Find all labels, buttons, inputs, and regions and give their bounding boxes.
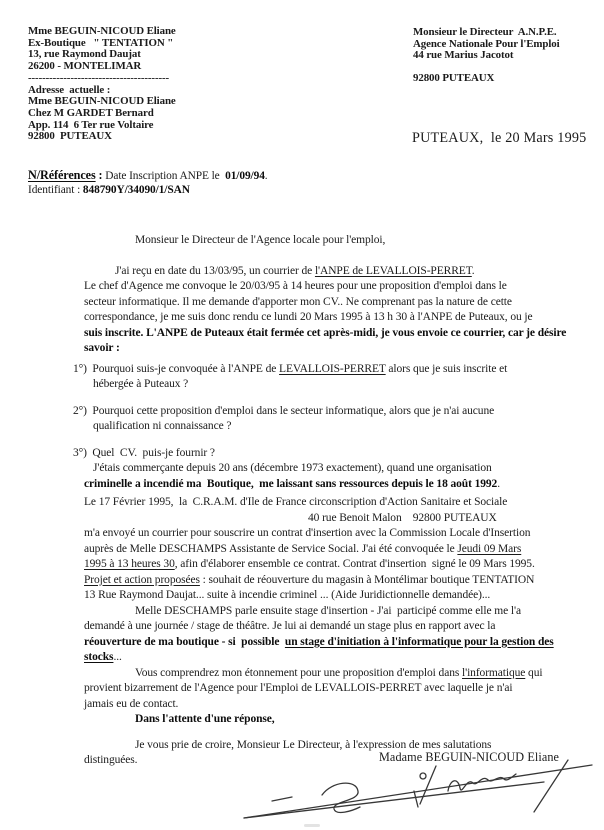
text-line: Ex-Boutique " TENTATION " (28, 36, 174, 49)
text-line: App. 114 6 Ter rue Voltaire (28, 118, 154, 131)
recipient-address-block (413, 27, 560, 85)
question-1 (0, 362, 604, 393)
text-line: Je vous prie de croire, Monsieur Le Directeur, à l'expression de mes salutations (135, 738, 492, 751)
text-line: 2°) Pourquoi cette proposition d'emploi dans le secteur informatique, alors que je n'ai aucune (73, 404, 495, 417)
scan-artifact (304, 824, 320, 827)
letter-body (0, 228, 604, 769)
text-line: ---------------------------------------- (28, 71, 170, 84)
text-line: 3°) Quel CV. puis-je fournir ? (73, 446, 215, 459)
text-line: J'ai reçu en date du 13/03/95, un courrier de l'ANPE de LEVALLOIS-PERRET. (115, 264, 475, 277)
text-line: 92800 PUTEAUX (28, 130, 112, 143)
text-line: stocks... (84, 651, 122, 663)
signature-name: Madame BEGUIN-NICOUD Eliane (379, 750, 560, 764)
text-line: Mme BEGUIN-NICOUD Eliane (28, 25, 176, 37)
sender-address-block (28, 26, 176, 143)
text-line: N/Références : Date Inscription ANPE le 01/09/94. (28, 168, 268, 182)
text-line: suis inscrite. L'ANPE de Puteaux était fermée cet après-midi, je vous envoie ce courrier, car je désire (84, 326, 567, 339)
text-line: secteur informatique. Il me demande d'apporter mon CV.. Ne comprenant pas la nature de cette (84, 295, 512, 308)
text-line: 13 Rue Raymond Daujat... suite à incendie criminel ... (Aide Juridictionnelle demandée)... (84, 589, 491, 601)
text-line: qualification ni connaissance ? (93, 420, 232, 432)
handwritten-signature-icon (236, 756, 604, 828)
text-line: criminelle a incendié ma Boutique, me laissant sans ressources depuis le 18 août 1992. (84, 477, 500, 490)
text-line: Chez M GARDET Bernard (28, 106, 154, 119)
cram-paragraph (0, 495, 604, 604)
text-line: Monsieur le Directeur de l'Agence locale pour l'emploi, (135, 234, 386, 246)
text-line: Melle DESCHAMPS parle ensuite stage d'insertion - J'ai participé comme elle me l'a (135, 604, 521, 617)
text-line: demandé à une journée / stage de théâtre. Je lui ai demandé un stage plus en rapport avec la (84, 620, 496, 632)
text-line: 92800 PUTEAUX (413, 72, 495, 85)
text-line: réouverture de ma boutique - si possible un stage d'initiation à l'informatique pour la gestion des (84, 635, 554, 648)
text-line: jamais eu de contact. (84, 697, 179, 710)
text-line: Identifiant : 848790Y/34090/1/SAN (28, 183, 190, 196)
text-line: savoir : (84, 342, 120, 354)
question-2 (0, 404, 604, 435)
references-lines (28, 169, 268, 197)
salutation (0, 233, 604, 249)
text-line: m'a envoyé un courrier pour souscrire un contrat d'insertion avec la Commission Locale d'Insertion (84, 527, 531, 539)
text-line: Le 17 Février 1995, la C.R.A.M. d'Ile de France circonscription d'Action Sanitaire et Sociale (84, 496, 508, 508)
opening-paragraph (0, 264, 604, 357)
date-line: PUTEAUX, le 20 Mars 1995 (412, 130, 587, 146)
text-line: Adresse actuelle : (28, 83, 111, 96)
text-line: Projet et action proposées : souhait de réouverture du magasin à Montélimar boutique TENTATION (84, 573, 535, 586)
insertion-stage-paragraph (0, 604, 604, 666)
text-line: J'étais commerçante depuis 20 ans (décembre 1973 exactement), quand une organisation (93, 462, 492, 474)
text-line: Dans l'attente d'une réponse, (135, 713, 275, 725)
text-line: provient bizarrement de l'Agence pour l'Emploi de LEVALLOIS-PERRET avec laquelle je n'ai (84, 682, 513, 694)
text-line: hébergée à Puteaux ? (93, 378, 189, 390)
references-block (28, 169, 268, 197)
text-line: 26200 - MONTELIMAR (28, 60, 142, 73)
astonishment-paragraph (0, 666, 604, 713)
text-line: 40 rue Benoit Malon 92800 PUTEAUX (308, 511, 497, 524)
text-line: 1°) Pourquoi suis-je convoquée à l'ANPE de LEVALLOIS-PERRET alors que je suis inscrite et (73, 362, 508, 375)
text-line: auprès de Melle DESCHAMPS Assistante de Service Social. J'ai été convoquée le Jeudi 09 Mars (84, 542, 522, 555)
text-line: Monsieur le Directeur A.N.P.E. (413, 26, 557, 38)
text-line: Mme BEGUIN-NICOUD Eliane (28, 95, 176, 108)
text-line: distinguées. (84, 754, 138, 766)
text-line: 13, rue Raymond Daujat (28, 48, 141, 61)
text-line: correspondance, je me suis donc rendu ce lundi 20 Mars 1995 à 13 h 30 à l'ANPE de Puteaux, ou je (84, 311, 533, 323)
text-line: 1995 à 13 heures 30, afin d'élaborer ensemble ce contrat. Contrat d'insertion signé le 09 Mars 1995. (84, 558, 535, 570)
text-line: Le chef d'Agence me convoque le 20/03/95 à 14 heures pour une proposition d'emploi dans le (84, 280, 507, 292)
text-line: 44 rue Marius Jacotot (413, 49, 514, 62)
question-3 (0, 446, 604, 493)
awaiting-reply-line (0, 712, 604, 728)
text-line: Vous comprendrez mon étonnement pour une proposition d'emploi dans l'informatique qui (135, 666, 543, 679)
text-line: Agence Nationale Pour l'Emploi (413, 37, 560, 50)
